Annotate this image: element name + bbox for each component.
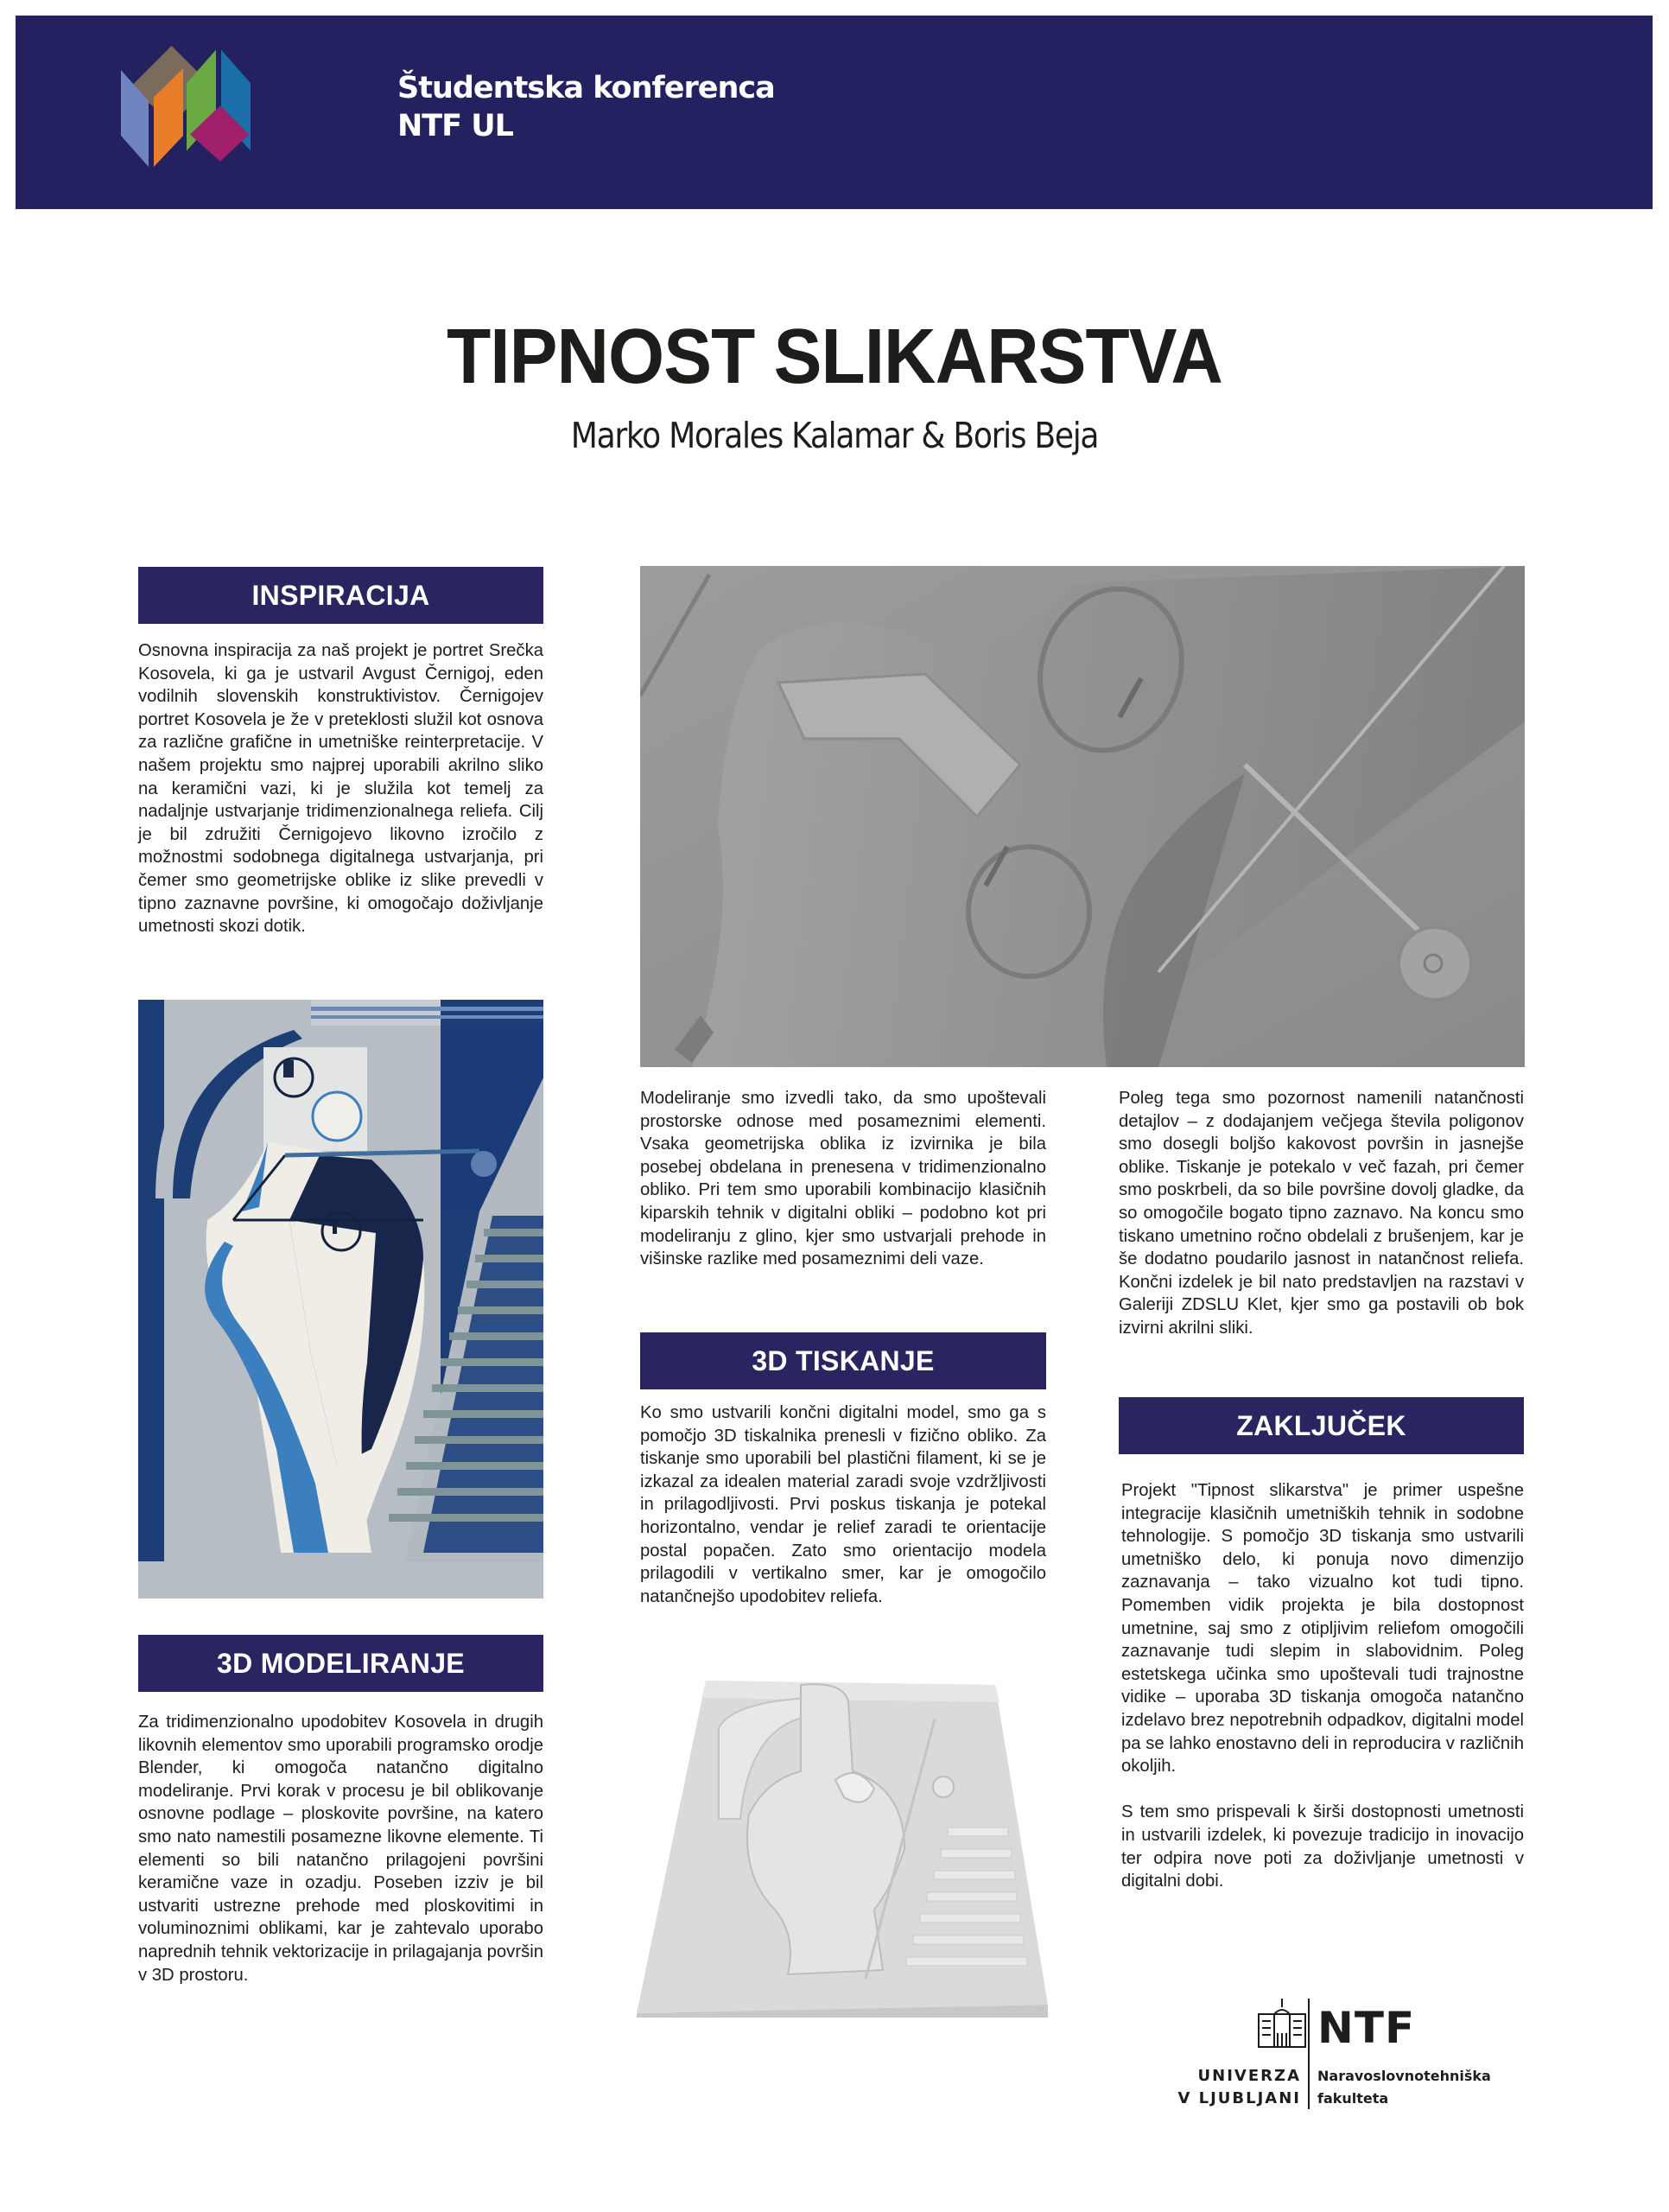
section-modeliranje-cont-text: Modeliranje smo izvedli tako, da smo upoštevali prostorske odnose med posameznimi elementi. Vsaka geometrijska oblika iz izvirnika je bila posebej obdelana in prenesena v tridimenzionalno obliko. Pri tem smo uporabili kombinacijo klasičnih kiparskih tehnik v digitalni obliki – podobno kot pri modeliranju z glino, kjer smo ustvarjali prehode in višinske razlike med posameznimi deli vaze.: [640, 1089, 1046, 1269]
section-tiskanje-cont-text: Poleg tega smo pozornost namenili natančnosti detajlov – z dodajanjem večjega števila poligonov smo dosegli boljšo kakovost površin in jasnejše oblike. Tiskanje je potekalo v več fazah, pri čemer smo poskrbeli, da so bile površine dovolj gladke, da so omogočile bogato tipno zaznavo. Na koncu smo tiskano umetnino ročno obdelali z brušenjem, kar je še dodatno poudarilo jasnost in natančnost reliefa. Končni izdelek je bil nato predstavljen na razstavi v Galeriji ZDSLU Klet, kjer smo ga postavili ob bok izvirni akrilni sliki.: [1119, 1089, 1524, 1338]
section-zakljucek-text-1: Projekt "Tipnost slikarstva" je primer uspešne integracije klasičnih umetniških tehnik in sodobne tehnologije. S pomočjo 3D tiskanja smo ustvarili umetniško delo, ki ponuja novo dimenzijo zaznavanja – tako vizualno kot tudi tipno. Pomemben vidik projekta je bila dostopnost umetnine, saj smo z otipljivim reliefom omogočili zaznavanje tudi slepim in slabovidnim. Poleg estetskega učinka smo upoštevali tudi trajnostne vidike – uporaba 3D tiskanja omogoča natančno izdelavo brez nepotrebnih odpadkov, digitalni model pa se lahko enostavno deli in reproducira v različnih okoljih.: [1121, 1481, 1524, 1777]
conference-name-line1: Študentska konferenca: [397, 71, 775, 105]
section-heading-tiskanje: 3D TISKANJE: [640, 1332, 1046, 1389]
section-heading-modeliranje: 3D MODELIRANJE: [138, 1635, 543, 1692]
section-tiskanje-cont-wrap: [1119, 1087, 1524, 1340]
section-inspiracija-body-wrap: [138, 639, 543, 938]
printed-relief-icon: [637, 1676, 1048, 2018]
university-name: [1175, 2065, 1301, 2110]
section-heading-zakljucek: ZAKLJUČEK: [1119, 1397, 1524, 1454]
section-tiskanje-text: Ko smo ustvarili končni digitalni model, smo ga s pomočjo 3D tiskalnika prenesli v fizično obliko. Za tiskanje smo uporabili bel plastični filament, ki se je izkazal za idealen material zaradi svoje vzdržljivosti in prilagodljivosti. Prvi poskus tiskanja je potekal horizontalno, vendar je relief zaradi te orientacije postal popačen. Zato smo orientacijo modela prilagodili v vertikalno smer, kar je omogočilo natančnejšo upodobitev reliefa.: [640, 1403, 1046, 1606]
painting-artwork-icon: [138, 1000, 543, 1599]
university-building-icon: [1257, 1999, 1307, 2049]
conference-name-line2: NTF UL: [397, 109, 513, 143]
ntf-logo-text: NTF: [1317, 2003, 1416, 2053]
conference-logo-icon: [121, 35, 294, 181]
digital-relief-render-image: [640, 566, 1525, 1067]
university-name-line1: UNIVERZA: [1197, 2067, 1301, 2085]
section-inspiracija-text: Osnovna inspiracija za naš projekt je portret Srečka Kosovela, ki ga je ustvaril Avgust Černigoj, eden vodilnih slovenskih konstruktivistov. Černigojev portret Kosovela je že v preteklosti služil kot osnova za različne grafične in umetniške reinterpretacije. V našem projektu smo najprej uporabili akrilno sliko na keramični vazi, ki je služila kot temelj za nadaljnje ustvarjanje tridimenzionalnega reliefa. Cilj je bil združiti Černigojevo likovno izročilo z možnostmi sodobnega digitalnega ustvarjanja, pri čemer smo geometrijske oblike iz slike prevedli v tipno zaznavne površine, ki omogočajo doživljanje umetnosti skozi dotik.: [138, 641, 543, 937]
poster-title: TIPNOST SLIKARSTVA: [447, 314, 1222, 400]
relief-render-icon: [640, 566, 1525, 1067]
printed-relief-photo: [637, 1676, 1048, 2018]
section-tiskanje-body-wrap: [640, 1402, 1046, 1608]
section-zakljucek-body-wrap: [1121, 1479, 1524, 1893]
conference-name: [397, 69, 775, 145]
faculty-name: [1317, 2065, 1499, 2110]
section-zakljucek-text-2: S tem smo prispevali k širši dostopnosti umetnosti in ustvarili izdelek, ki povezuje tradicijo in inovacijo ter odpira nove poti za doživljanje umetnosti v digitalni dobi.: [1121, 1802, 1524, 1891]
poster-authors: Marko Morales Kalamar & Boris Beja: [570, 415, 1099, 456]
section-modeliranje-text: Za tridimenzionalno upodobitev Kosovela in drugih likovnih elementov smo uporabili programsko orodje Blender, ki omogoča natančno digitalno modeliranje. Prvi korak v procesu je bil oblikovanje osnovne podlage – ploskovite površine, na katero smo nato namestili posamezne likovne elemente. Ti elementi so bili natančno prilagojeni površini keramične vaze in ozadju. Poseben izziv je bil ustvariti ustrezne prehode med ploskovitimi in voluminoznimi oblikami, kar je zahtevalo uporabo naprednih tehnik vektorizacije in prilagajanja površin v 3D prostoru.: [138, 1713, 543, 1985]
section-modeliranje-cont-wrap: [640, 1087, 1046, 1271]
section-modeliranje-body-wrap: [138, 1711, 543, 1986]
faculty-name-line2: fakulteta: [1317, 2090, 1389, 2107]
footer-logo-divider: [1308, 1999, 1310, 2109]
section-heading-inspiracija: INSPIRACIJA: [138, 567, 543, 624]
faculty-name-line1: Naravoslovnotehniška: [1317, 2068, 1491, 2084]
acrylic-painting-image: [138, 1000, 543, 1599]
university-name-line2: V LJUBLJANI: [1177, 2089, 1301, 2107]
